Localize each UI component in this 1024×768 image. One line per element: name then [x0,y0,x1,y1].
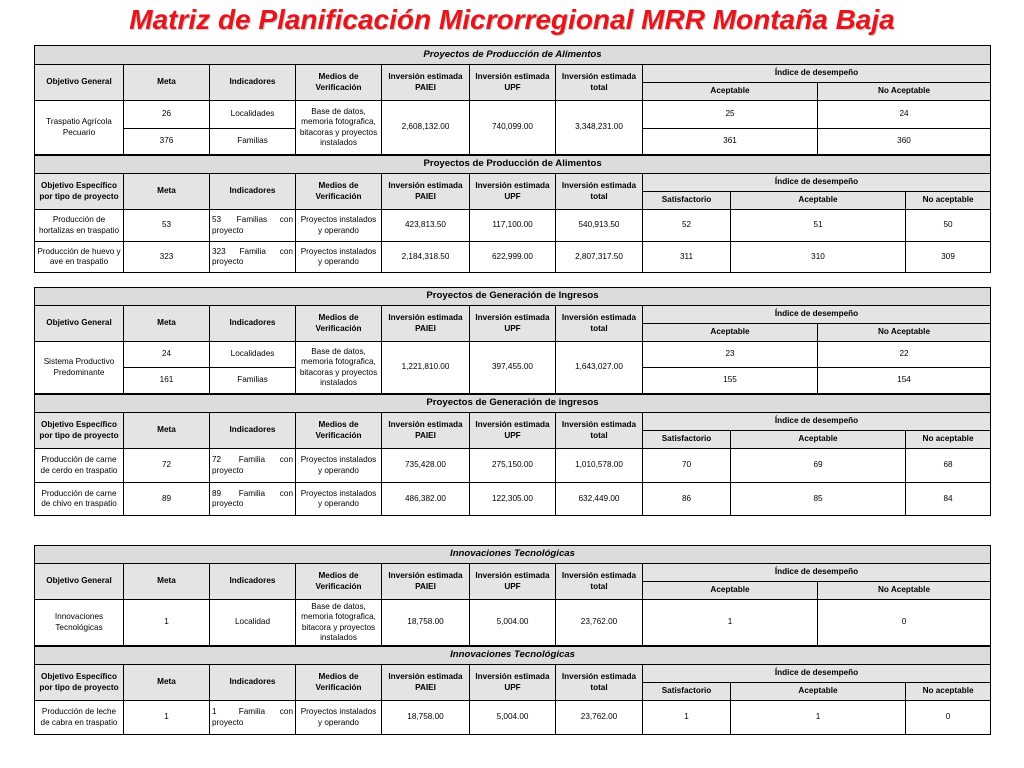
header-paiei: Inversión estimada PAIEI [382,564,470,600]
indicador-cell: 323 Familia con proyecto [210,242,296,273]
header-indice: Índice de desempeño [643,306,991,324]
medios-cell: Base de datos, memoria fotografica, bitacora y proyectos instalados [296,600,382,646]
header-paiei: Inversión estimada PAIEI [382,665,470,701]
header-total: Inversión estimada total [556,564,643,600]
paiei-cell: 486,382.00 [382,483,470,516]
section-title: Innovaciones Tecnológicas [35,546,991,564]
total-cell: 3,348,231.00 [556,101,643,155]
header-paiei: Inversión estimada PAIEI [382,413,470,449]
table-especifico-innovaciones [34,646,991,735]
indicador-cell: 72 Familia con proyecto [210,449,296,483]
aceptable-cell: 25 [643,101,818,129]
aceptable-cell: 85 [731,483,906,516]
header-meta: Meta [124,665,210,701]
header-no-aceptable: No aceptable [906,431,991,449]
table-general-innovaciones [34,545,991,646]
header-satisfactorio: Satisfactorio [643,192,731,210]
aceptable-cell: 51 [731,210,906,242]
table-row [35,242,991,273]
medios-cell: Proyectos instalados y operando [296,242,382,273]
paiei-cell: 18,758.00 [382,600,470,646]
header-satisfactorio: Satisfactorio [643,431,731,449]
header-no-aceptable: No Aceptable [818,582,991,600]
indicador-cell: Familias [210,129,296,155]
header-medios: Medios de Verificación [296,174,382,210]
meta-cell: 24 [124,342,210,368]
header-medios: Medios de Verificación [296,306,382,342]
header-medios: Medios de Verificación [296,665,382,701]
objetivo-cell: Innovaciones Tecnológicas [35,600,124,646]
total-cell: 632,449.00 [556,483,643,516]
header-paiei: Inversión estimada PAIEI [382,65,470,101]
header-no-aceptable: No Aceptable [818,324,991,342]
header-upf: Inversión estimada UPF [470,306,556,342]
section-produccion-alimentos [34,45,990,273]
meta-cell: 376 [124,129,210,155]
upf-cell: 740,099.00 [470,101,556,155]
header-objetivo-general: Objetivo General [35,306,124,342]
medios-cell: Proyectos instalados y operando [296,701,382,735]
header-meta: Meta [124,564,210,600]
objetivo-cell: Traspatio Agrícola Pecuario [35,101,124,155]
header-upf: Inversión estimada UPF [470,564,556,600]
indicador-cell: Localidad [210,600,296,646]
section-title: Proyectos de Generación de Ingresos [35,288,991,306]
no-aceptable-cell: 24 [818,101,991,129]
header-indice: Índice de desempeño [643,665,991,683]
no-aceptable-cell: 68 [906,449,991,483]
medios-cell: Proyectos instalados y operando [296,483,382,516]
section-subtitle: Innovaciones Tecnológicas [35,647,991,665]
header-aceptable: Aceptable [643,324,818,342]
upf-cell: 117,100.00 [470,210,556,242]
header-objetivo-especifico: Objetivo Específico por tipo de proyecto [35,174,124,210]
aceptable-cell: 69 [731,449,906,483]
paiei-cell: 2,184,318.50 [382,242,470,273]
indicador-cell: Localidades [210,101,296,129]
satisfactorio-cell: 311 [643,242,731,273]
medios-cell: Proyectos instalados y operando [296,449,382,483]
header-objetivo-especifico: Objetivo Específico por tipo de proyecto [35,413,124,449]
header-total: Inversión estimada total [556,413,643,449]
section-title: Proyectos de Producción de Alimentos [35,46,991,65]
paiei-cell: 735,428.00 [382,449,470,483]
header-objetivo-especifico: Objetivo Específico por tipo de proyecto [35,665,124,701]
satisfactorio-cell: 1 [643,701,731,735]
header-total: Inversión estimada total [556,65,643,101]
header-objetivo-general: Objetivo General [35,65,124,101]
indicador-cell: 1 Familia con proyecto [210,701,296,735]
no-aceptable-cell: 22 [818,342,991,368]
meta-cell: 89 [124,483,210,516]
objetivo-cell: Producción de huevo y ave en traspatio [35,242,124,273]
header-no-aceptable: No aceptable [906,683,991,701]
header-satisfactorio: Satisfactorio [643,683,731,701]
indicador-cell: Familias [210,368,296,394]
no-aceptable-cell: 50 [906,210,991,242]
upf-cell: 275,150.00 [470,449,556,483]
satisfactorio-cell: 52 [643,210,731,242]
page-title: Matriz de Planificación Microrregional MRR Montaña Baja [129,4,895,35]
paiei-cell: 18,758.00 [382,701,470,735]
section-innovaciones [34,545,990,735]
aceptable-cell: 1 [643,600,818,646]
table-row [35,449,991,483]
meta-cell: 323 [124,242,210,273]
total-cell: 23,762.00 [556,701,643,735]
meta-cell: 53 [124,210,210,242]
header-upf: Inversión estimada UPF [470,174,556,210]
table-general-ingresos [34,287,991,394]
upf-cell: 622,999.00 [470,242,556,273]
table-general-produccion [34,45,991,155]
aceptable-cell: 23 [643,342,818,368]
table-row [35,210,991,242]
paiei-cell: 423,813.50 [382,210,470,242]
meta-cell: 26 [124,101,210,129]
header-indicadores: Indicadores [210,174,296,210]
objetivo-cell: Producción de leche de cabra en traspatio [35,701,124,735]
table-especifico-ingresos [34,394,991,516]
objetivo-cell: Producción de hortalizas en traspatio [35,210,124,242]
total-cell: 23,762.00 [556,600,643,646]
no-aceptable-cell: 0 [818,600,991,646]
table-row [35,701,991,735]
header-medios: Medios de Verificación [296,564,382,600]
upf-cell: 397,455.00 [470,342,556,394]
header-indicadores: Indicadores [210,665,296,701]
medios-cell: Base de datos, memoria fotografica, bitacoras y proyectos instalados [296,342,382,394]
meta-cell: 161 [124,368,210,394]
upf-cell: 122,305.00 [470,483,556,516]
upf-cell: 5,004.00 [470,701,556,735]
aceptable-cell: 361 [643,129,818,155]
objetivo-cell: Sistema Productivo Predominante [35,342,124,394]
header-upf: Inversión estimada UPF [470,65,556,101]
indicador-cell: 89 Familia con proyecto [210,483,296,516]
header-no-aceptable: No Aceptable [818,83,991,101]
no-aceptable-cell: 84 [906,483,991,516]
header-indice: Índice de desempeño [643,65,991,83]
section-subtitle: Proyectos de Generación de ingresos [35,395,991,413]
header-aceptable: Aceptable [731,683,906,701]
header-meta: Meta [124,65,210,101]
header-upf: Inversión estimada UPF [470,413,556,449]
medios-cell: Base de datos, memoria fotografica, bitacoras y proyectos instalados [296,101,382,155]
header-meta: Meta [124,306,210,342]
header-medios: Medios de Verificación [296,65,382,101]
header-total: Inversión estimada total [556,665,643,701]
objetivo-cell: Producción de carne de chivo en traspatio [35,483,124,516]
header-upf: Inversión estimada UPF [470,665,556,701]
header-indicadores: Indicadores [210,564,296,600]
header-total: Inversión estimada total [556,174,643,210]
indicador-cell: Localidades [210,342,296,368]
total-cell: 540,913.50 [556,210,643,242]
meta-cell: 1 [124,600,210,646]
total-cell: 2,807,317.50 [556,242,643,273]
medios-cell: Proyectos instalados y operando [296,210,382,242]
meta-cell: 72 [124,449,210,483]
table-especifico-produccion [34,155,991,273]
no-aceptable-cell: 360 [818,129,991,155]
meta-cell: 1 [124,701,210,735]
upf-cell: 5,004.00 [470,600,556,646]
table-row [35,483,991,516]
paiei-cell: 1,221,810.00 [382,342,470,394]
paiei-cell: 2,608,132.00 [382,101,470,155]
aceptable-cell: 155 [643,368,818,394]
no-aceptable-cell: 0 [906,701,991,735]
header-indice: Índice de desempeño [643,564,991,582]
header-paiei: Inversión estimada PAIEI [382,306,470,342]
header-paiei: Inversión estimada PAIEI [382,174,470,210]
aceptable-cell: 310 [731,242,906,273]
header-indicadores: Indicadores [210,65,296,101]
satisfactorio-cell: 70 [643,449,731,483]
header-objetivo-general: Objetivo General [35,564,124,600]
header-meta: Meta [124,174,210,210]
header-aceptable: Aceptable [731,431,906,449]
header-meta: Meta [124,413,210,449]
header-no-aceptable: No aceptable [906,192,991,210]
header-indicadores: Indicadores [210,306,296,342]
objetivo-cell: Producción de carne de cerdo en traspatio [35,449,124,483]
header-aceptable: Aceptable [643,83,818,101]
header-indice: Índice de desempeño [643,174,991,192]
header-indice: Índice de desempeño [643,413,991,431]
indicador-cell: 53 Familias con proyecto [210,210,296,242]
section-generacion-ingresos [34,287,990,516]
no-aceptable-cell: 154 [818,368,991,394]
no-aceptable-cell: 309 [906,242,991,273]
satisfactorio-cell: 86 [643,483,731,516]
aceptable-cell: 1 [731,701,906,735]
header-aceptable: Aceptable [643,582,818,600]
total-cell: 1,010,578.00 [556,449,643,483]
header-total: Inversión estimada total [556,306,643,342]
header-medios: Medios de Verificación [296,413,382,449]
header-indicadores: Indicadores [210,413,296,449]
section-subtitle: Proyectos de Producción de Alimentos [35,156,991,174]
header-aceptable: Aceptable [731,192,906,210]
total-cell: 1,643,027.00 [556,342,643,394]
